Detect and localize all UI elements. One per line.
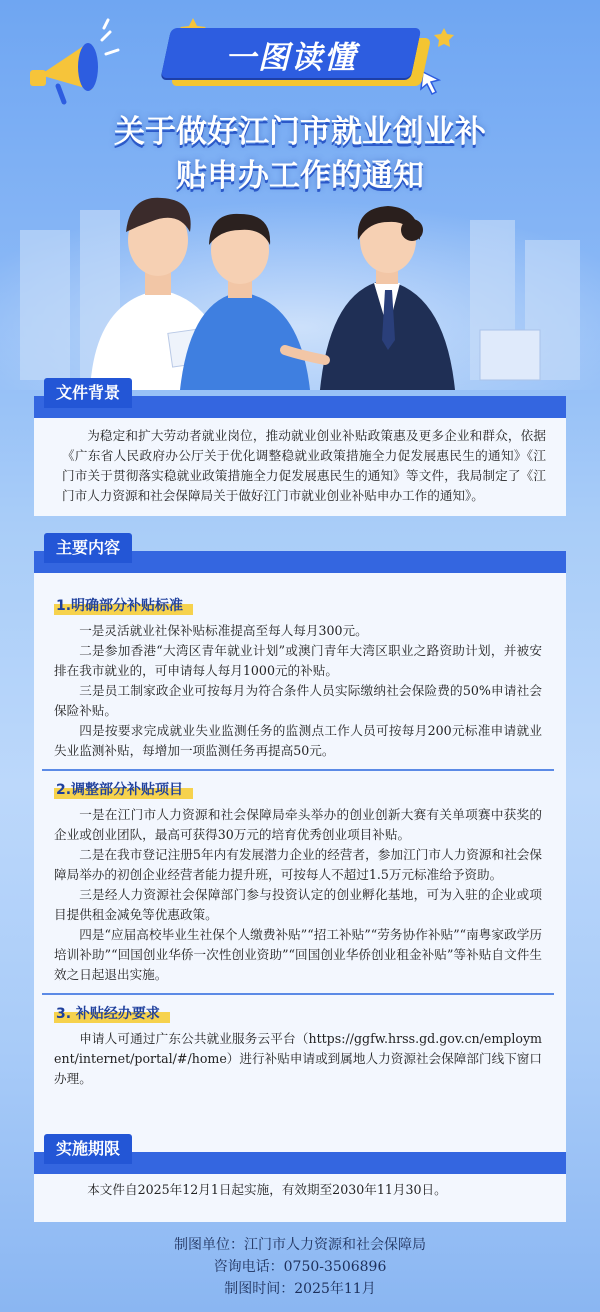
megaphone-icon: [30, 20, 118, 102]
badge-text: 一图读懂: [225, 40, 357, 76]
section-2-heading: 2.调整部分补贴项目: [54, 779, 193, 799]
divider: [42, 769, 554, 771]
background-card: [34, 418, 566, 516]
section-3-heading: 3. 补贴经办要求: [54, 1003, 170, 1023]
section-2-para: 一是在江门市人力资源和社会保障局牵头举办的创业创新大赛有关单项赛中获奖的企业或创业团队，最高可获得30万元的培育优秀创业项目补贴。: [54, 807, 542, 842]
section-2-para: 三是经人力资源社会保障部门参与投资认定的创业孵化基地，可为入驻的企业或项目提供租金减免等优惠政策。: [54, 887, 542, 922]
section-title-main: 主要内容: [44, 533, 132, 563]
section-3: [54, 1003, 542, 1089]
section-1-heading: 1.明确部分补贴标准: [54, 595, 193, 615]
section-1-para: 四是按要求完成就业失业监测任务的监测点工作人员可按每月200元标准申请就业失业监测补贴，每增加一项监测任务再提高50元。: [54, 723, 542, 758]
section-1-para: 三是员工制家政企业可按每月为符合条件人员实际缴纳社会保险费的50%申请社会保险补贴。: [54, 683, 542, 718]
main-content-card: [34, 573, 566, 1165]
period-card: [34, 1174, 566, 1222]
section-title-background: 文件背景: [44, 378, 132, 408]
section-1-para: 一是灵活就业社保补贴标准提高至每人每月300元。: [79, 623, 368, 638]
section-1-para: 二是参加香港“大湾区青年就业计划”或澳门青年大湾区职业之路资助计划，并被安排在我市就业的，可申请每人每月1000元的补贴。: [54, 643, 542, 678]
section-2: [54, 779, 542, 985]
page-title: [40, 110, 560, 198]
footer-date: 制图时间：2025年11月: [224, 1281, 376, 1297]
star-icon: [434, 28, 454, 47]
page-title-line1: 关于做好江门市就业创业补: [114, 114, 486, 150]
title-badge: [166, 28, 436, 92]
footer-phone: 咨询电话：0750-3506896: [213, 1259, 387, 1275]
divider: [42, 993, 554, 995]
section-2-para: 四是“应届高校毕业生社保个人缴费补贴”“招工补贴”“劳务协作补贴”“南粤家政学历培训补助”“回国创业华侨一次性创业资助”“回国创业华侨创业租金补贴”等补贴自文件生效之日起退出实施。: [54, 927, 542, 982]
section-2-para: 二是在我市登记注册5年内有发展潜力企业的经营者，参加江门市人力资源和社会保障局举办的初创企业经营者能力提升班，可按每人不超过1.5万元标准给予资助。: [54, 847, 542, 882]
section-3-para: 申请人可通过广东公共就业服务云平台（https://ggfw.hrss.gd.gov.cn/employment/internet/portal/#/home）进行补贴申请或到属地人力资源社会保障部门线下窗口办理。: [54, 1031, 542, 1086]
section-1: [54, 595, 542, 761]
background-text: 为稳定和扩大劳动者就业岗位，推动就业创业补贴政策惠及更多企业和群众，依据《广东省人民政府办公厅关于优化调整稳就业政策措施全力促发展惠民生的通知》《江门市关于贯彻落实稳就业政策措施全力促发展惠民生的通知》等文件，我局制定了《江门市人力资源和社会保障局关于做好江门市就业创业补贴申办工作的通知》。: [62, 428, 546, 503]
period-text: 本文件自2025年12月1日起实施，有效期至2030年11月30日。: [87, 1182, 447, 1197]
hero-banner: [0, 0, 600, 390]
footer: [0, 1234, 600, 1300]
footer-unit: 制图单位：江门市人力资源和社会保障局: [174, 1237, 426, 1253]
page-title-line2: 贴申办工作的通知: [176, 158, 424, 194]
section-title-period: 实施期限: [44, 1134, 132, 1164]
